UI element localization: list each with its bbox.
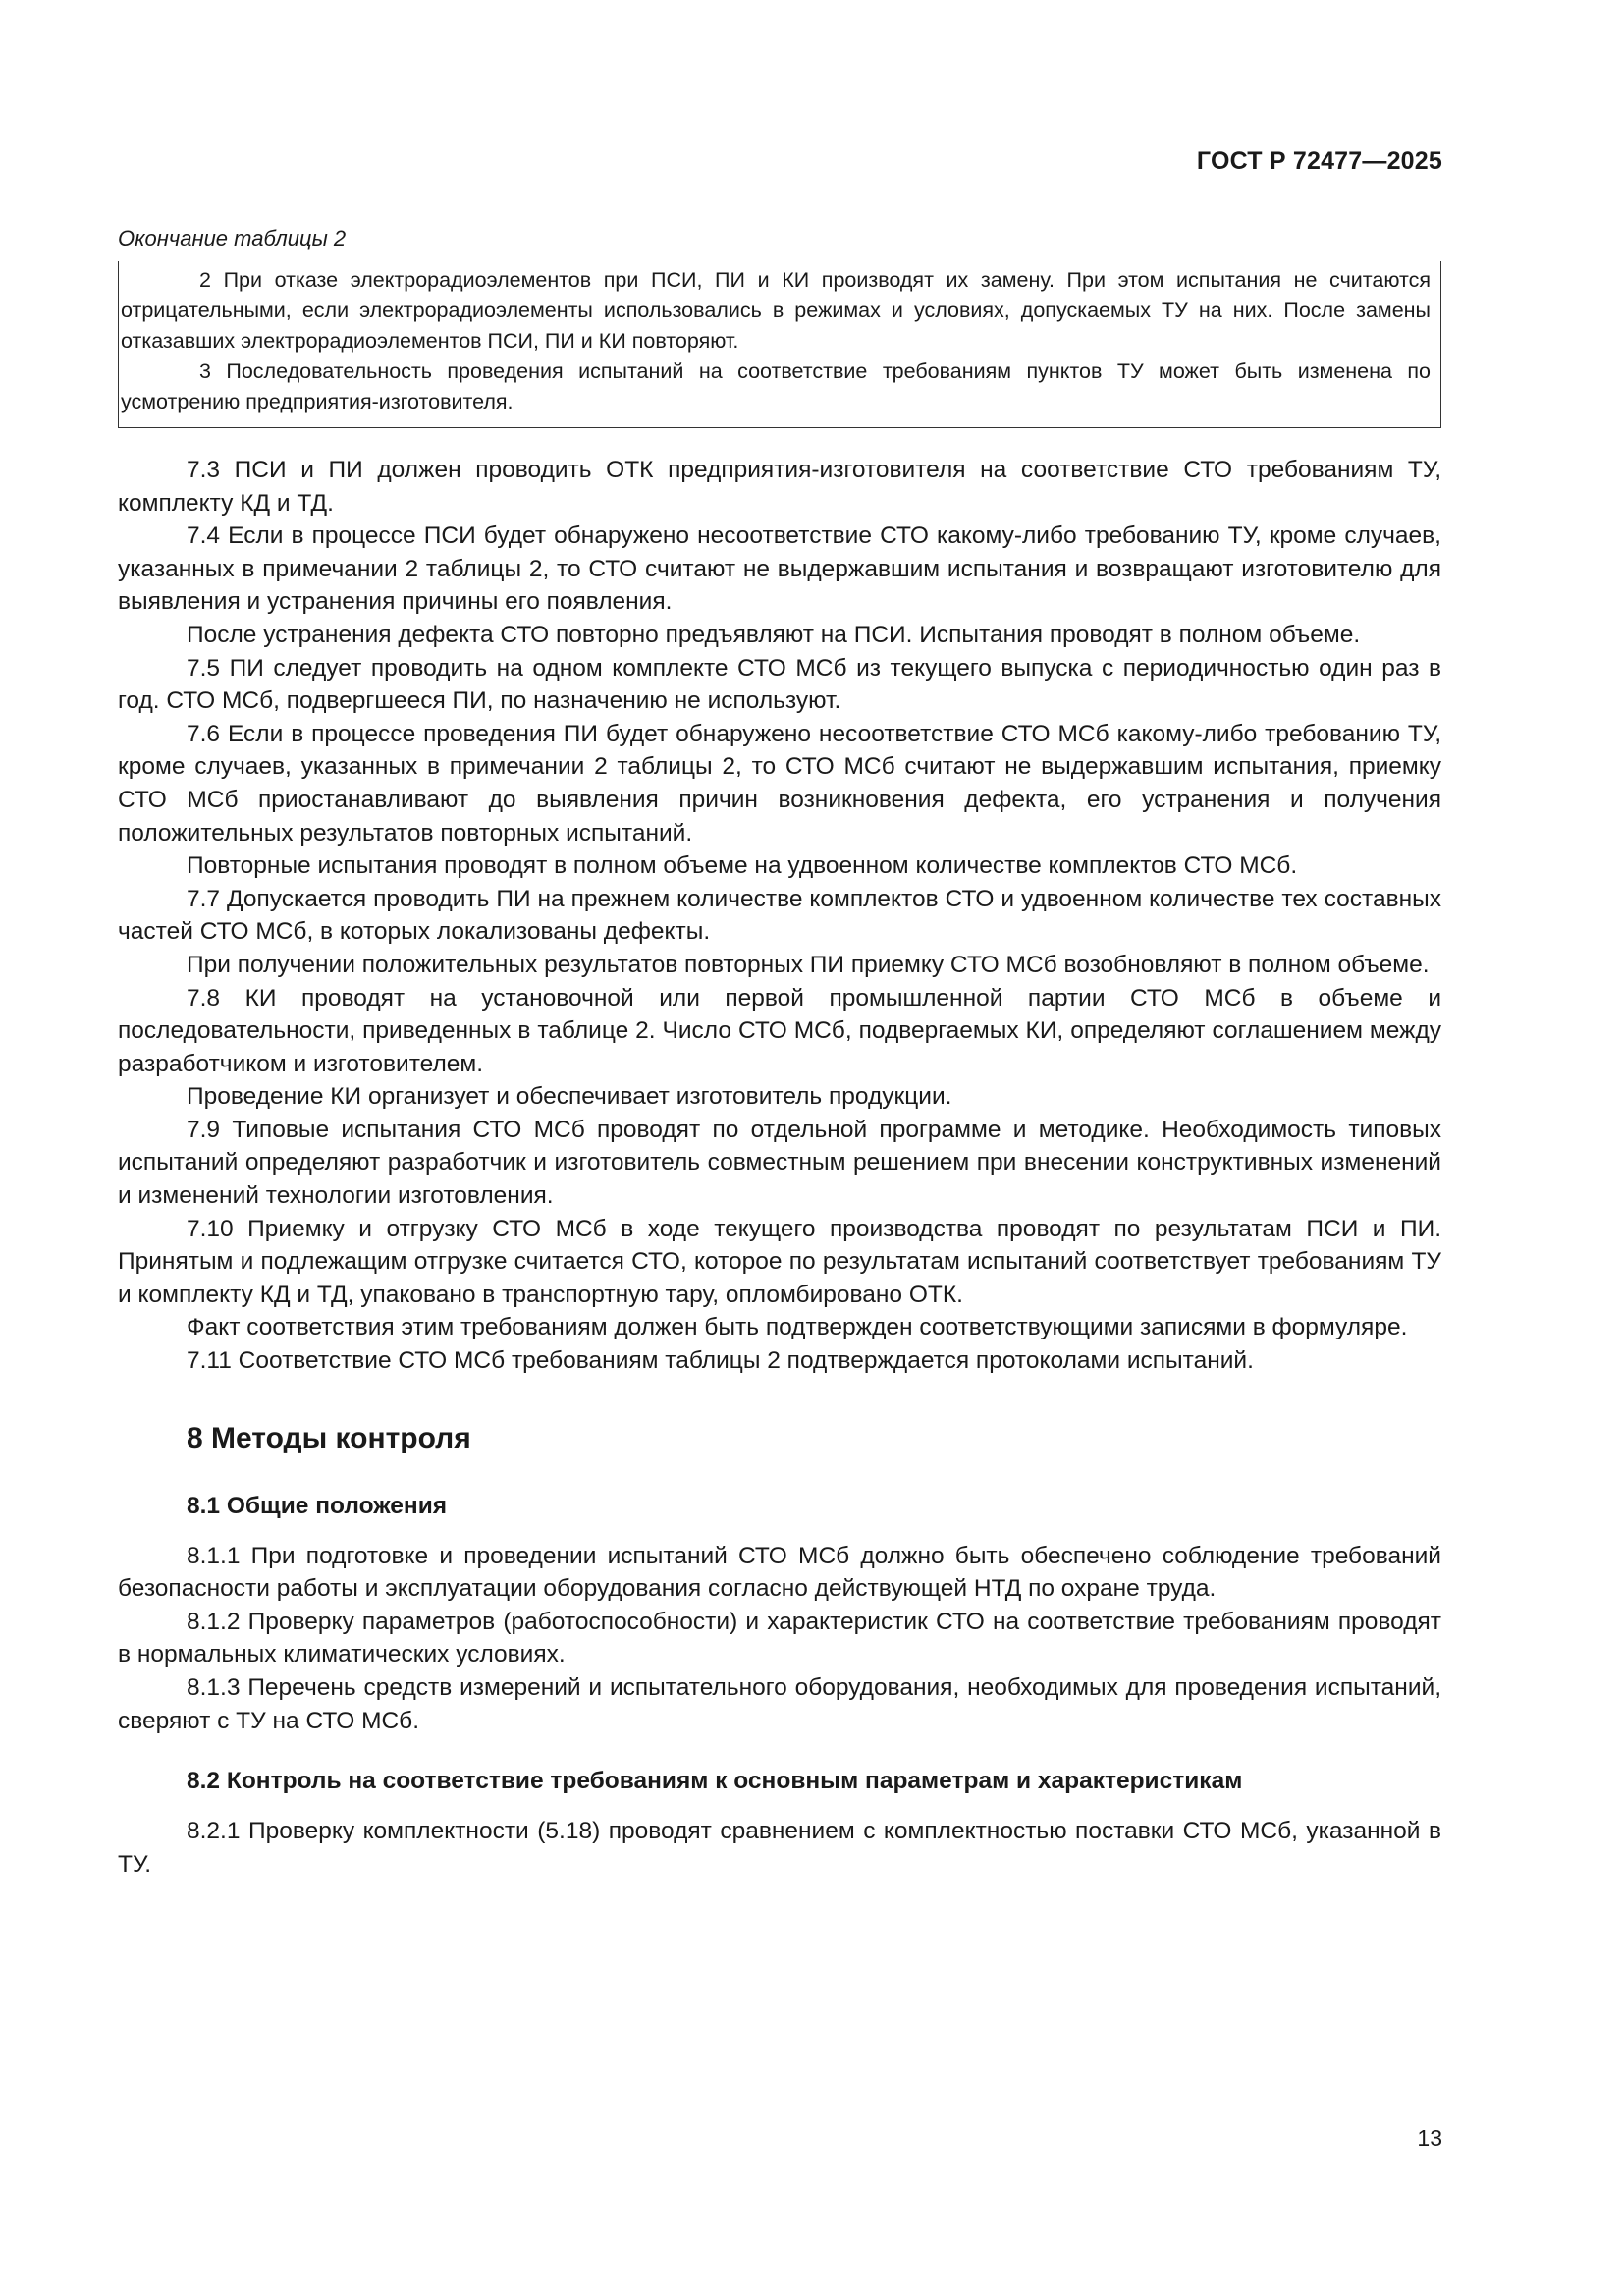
standard-designation: ГОСТ Р 72477—2025 [1196,147,1442,175]
table-note: 3 Последовательность проведения испытаний на соответствие требованиям пунктов ТУ может быть изменена по усмотрению предприятия-изготовителя. [121,359,1431,413]
subsection-8-2-heading: 8.2 Контроль на соответствие требованиям к основным параметрам и характеристикам [187,1768,1243,1795]
paragraph: 8.1.1 При подготовке и проведении испытаний СТО МСб должно быть обеспечено соблюдение требований безопасности работы и эксплуатации оборудования согласно действующей НТД по охране труда. [118,1542,1441,1603]
paragraph: 7.11 Соответствие СТО МСб требованиям таблицы 2 подтверждается протоколами испытаний. [187,1347,1254,1375]
section-8-heading: 8 Методы контроля [187,1421,471,1454]
section-7-paragraphs [118,454,1441,1378]
paragraph: Проведение КИ организует и обеспечивает изготовитель продукции. [187,1083,952,1111]
paragraph: 8.1.2 Проверку параметров (работоспособности) и характеристик СТО на соответствие требованиям проводят в нормальных климатических условиях. [118,1608,1441,1668]
paragraph: После устранения дефекта СТО повторно предъявляют на ПСИ. Испытания проводят в полном объеме. [187,621,1361,648]
paragraph: 7.3 ПСИ и ПИ должен проводить ОТК предприятия-изготовителя на соответствие СТО требованиям ТУ, комплекту КД и ТД. [118,457,1441,517]
paragraph: Повторные испытания проводят в полном объеме на удвоенном количестве комплектов СТО МСб. [187,852,1298,880]
paragraph: При получении положительных результатов повторных ПИ приемку СТО МСб возобновляют в полном объеме. [187,951,1430,978]
table-notes-box [118,261,1441,428]
paragraph: Факт соответствия этим требованиям должен быть подтвержден соответствующими записями в формуляре. [187,1314,1408,1341]
paragraph: 7.8 КИ проводят на установочной или первой промышленной партии СТО МСб в объеме и последовательности, приведенных в таблице 2. Число СТО МСб, подвергаемых КИ, определяют соглашением между разработчиком и изготовителем. [118,984,1441,1077]
paragraph: 8.2.1 Проверку комплектности (5.18) проводят сравнением с комплектностью поставки СТО МСб, указанной в ТУ. [118,1818,1441,1878]
paragraph: 8.1.3 Перечень средств измерений и испытательного оборудования, необходимых для проведения испытаний, сверяют с ТУ на СТО МСб. [118,1674,1441,1734]
paragraph: 7.10 Приемку и отгрузку СТО МСб в ходе текущего производства проводят по результатам ПСИ и ПИ. Принятым и подлежащим отгрузке считается СТО, которое по результатам испытаний соответствует требованиям ТУ и комплекту КД и ТД, упаковано в транспортную тару, опломбировано ОТК. [118,1215,1441,1308]
paragraph: 7.5 ПИ следует проводить на одном комплекте СТО МСб из текущего выпуска с периодичностью один раз в год. СТО МСб, подвергшееся ПИ, по назначению не используют. [118,654,1441,715]
paragraph: 7.7 Допускается проводить ПИ на прежнем количестве комплектов СТО и удвоенном количестве тех составных частей СТО МСб, в которых локализованы дефекты. [118,885,1441,946]
page-number: 13 [1417,2125,1442,2151]
table-continuation-label: Окончание таблицы 2 [118,226,347,250]
table-note: 2 При отказе электрорадиоэлементов при ПСИ, ПИ и КИ производят их замену. При этом испытания не считаются отрицательными, если электрорадиоэлементы использовались в режимах и условиях, допускаемых ТУ на них. После замены отказавших электрорадиоэлементов ПСИ, ПИ и КИ повторяют. [121,268,1431,353]
paragraph: 7.9 Типовые испытания СТО МСб проводят по отдельной программе и методике. Необходимость типовых испытаний определяют разработчик и изготовитель совместным решением при внесении конструктивных изменений и изменений технологии изготовления. [118,1116,1441,1210]
paragraph: 7.4 Если в процессе ПСИ будет обнаружено несоответствие СТО какому-либо требованию ТУ, кроме случаев, указанных в примечании 2 таблицы 2, то СТО считают не выдержавшим испытания и возвращают изготовителю для выявления и устранения причины его появления. [118,522,1441,616]
paragraph: 7.6 Если в процессе проведения ПИ будет обнаружено несоответствие СТО МСб какому-либо требованию ТУ, кроме случаев, указанных в примечании 2 таблицы 2, то СТО МСб считают не выдержавшим испытания, приемку СТО МСб приостанавливают до выявления причин возникновения дефекта, его устранения и получения положительных результатов повторных испытаний. [118,720,1441,847]
subsection-8-1-heading: 8.1 Общие положения [187,1492,448,1519]
page-content [118,224,1441,1881]
